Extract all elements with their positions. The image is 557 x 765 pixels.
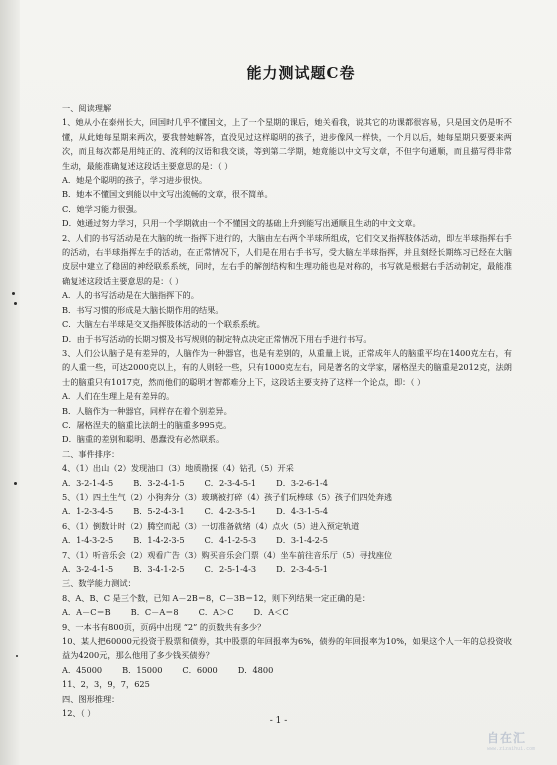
q6-option-a: A．1-4-3-2-5 bbox=[62, 535, 114, 546]
q3-option-a: A．人们在生理上是有差异的。 bbox=[62, 391, 175, 402]
q10-options bbox=[62, 663, 512, 677]
scan-speck bbox=[16, 655, 18, 657]
q3-option-c: C．屠格涅夫的脑重比法朗士的脑重多995克。 bbox=[62, 419, 232, 430]
question-4: 4、（1）出山（2）发现油口（3）地质勘探（4）钻孔（5）开采 bbox=[62, 463, 294, 474]
document-title: 能力测试题C卷 bbox=[246, 64, 356, 82]
q5-option-a: A．1-2-3-4-5 bbox=[62, 506, 114, 517]
q2-option-a: A．人的书写活动是在大脑指挥下的。 bbox=[62, 290, 199, 301]
q2-option-b: B．书写习惯的形成是大脑长期作用的结果。 bbox=[62, 304, 224, 315]
question-10: 10、某人把60000元投资于股票和债券，其中股票的年回报率为6%，债券的年回报率为10%，如果这个人一年的总投资收益为4200元，那么他用了多少钱买债券？ bbox=[62, 636, 512, 661]
q4-option-a: A．3-2-1-4-5 bbox=[62, 477, 114, 488]
question-2: 2、人们的书写活动是在大脑的统一指挥下进行的，大脑由左右两个半球所组成，它们交叉指挥肢体活动，即左半球指挥右手的活动，右半球指挥左手的活动，在正常情况下，人们是在用右手书写，受大脑左半球指挥，并且刻经长期练习已经在大脑皮层中建立了稳固的神经联系系统，同时，左右手的解剖结构和生理功能也是对称的，书写就是根据右手活动制定，最能准确复述这段话主要意思的是：（ ） bbox=[62, 232, 512, 286]
scan-speck bbox=[14, 482, 17, 485]
question-12: 12、（ ） bbox=[62, 708, 96, 719]
q7-option-a: A．3-2-4-1-5 bbox=[62, 564, 114, 574]
scan-speck bbox=[14, 302, 17, 305]
question-6: 6、（1）倒数计时（2）腾空而起（3）一切准备就绪（4）点火（5）进入预定轨道 bbox=[62, 520, 360, 531]
q2-option-c: C．大脑左右半球是交叉指挥肢体活动的一个联系系统。 bbox=[62, 319, 265, 330]
q4-option-b: B．3-2-4-1-5 bbox=[133, 477, 185, 488]
q5-options bbox=[62, 504, 512, 518]
q10-option-c: C．6000 bbox=[182, 664, 218, 675]
q6-option-d: D．3-1-4-2-5 bbox=[276, 535, 328, 546]
question-5: 5、（1）四土生气（2）小狗奔分（3）玻璃被打碎（4）孩子们玩棒球（5）孩子们四处奔逃 bbox=[62, 491, 393, 502]
q10-option-a: A．45000 bbox=[62, 664, 103, 675]
q4-option-c: C．2-3-4-5-1 bbox=[204, 477, 257, 488]
q8-option-b: B．C－A＝8 bbox=[130, 607, 179, 618]
q6-options bbox=[62, 533, 512, 547]
watermark-logo bbox=[487, 729, 547, 755]
question-3: 3、人们公认脑子是有差异的，人脑作为一种器官，也是有差别的，从重量上说，正常成年人的脑重平均在1400克左右，有的人重一些，可达2000克以上，有的人则轻一些，只有1000克左右，同是著名的文学家，屠格涅夫的脑重是2012克，法朗士的脑重只有1017克，然而他们的聪明才智都难分上下，这段话主要支持了这样一个论点，即：（ ） bbox=[62, 347, 512, 387]
q10-option-b: B．15000 bbox=[122, 664, 163, 675]
q10-option-d: D．4800 bbox=[237, 664, 274, 675]
section-reading-title: 一、阅读理解 bbox=[62, 103, 112, 113]
q8-option-c: C．A＞C bbox=[198, 607, 234, 618]
q3-option-b: B．人脑作为一种器官，同样存在着个别差异。 bbox=[62, 405, 232, 416]
question-1: 1、她从小在泰州长大，回国时几乎不懂国文，上了一个星期的课后，她关看我，说其它的功课都很容易，只是国文仍是听不懂，从此她每星期来两次，要我替她解答，直没见过这样聪明的孩子，进步像风一样快，一个月以后，她每星期只要要来两次，而且每次都是用纯正的、流利的汉语和我交谈，等到第二学期，她竟能以中文写文章，不但字句通顺，而且描写得非常生动，最能准确复述这段话主要意思的是：（ ） bbox=[62, 117, 512, 171]
q5-option-b: B．5-2-4-3-1 bbox=[133, 506, 185, 517]
watermark-text: 自在汇 bbox=[487, 731, 527, 745]
q5-option-d: D．4-3-1-5-4 bbox=[276, 506, 328, 517]
question-8: 8、A、B、C 是三个数，已知 A－2B＝8，C－3B＝12，则下列结果一定正确的是： bbox=[62, 592, 371, 603]
q7-option-b: B．3-4-1-2-5 bbox=[133, 564, 185, 574]
section-figure-title: 四、图形推理： bbox=[62, 693, 120, 704]
q6-option-c: C．4-1-2-5-3 bbox=[204, 535, 257, 546]
q1-option-b: B．她本不懂国文到能以中文写出流畅的文章，很不简单。 bbox=[62, 189, 273, 200]
q7-option-d: D．2-3-4-5-1 bbox=[276, 564, 328, 574]
q6-option-b: B．1-4-2-3-5 bbox=[133, 535, 185, 546]
q2-option-d: D．由于书写活动的长期习惯及书写规则的制定特点决定正常情况下用右手进行书写。 bbox=[62, 333, 372, 344]
q1-option-d: D．她通过努力学习，只用一个学期就由一个不懂国文的基础上升到能写出通顺且生动的中文文章。 bbox=[62, 218, 421, 229]
scan-speck bbox=[12, 292, 15, 295]
q8-option-d: D．A＜C bbox=[253, 607, 289, 618]
q5-option-c: C．4-2-3-5-1 bbox=[204, 506, 257, 517]
q7-options bbox=[62, 562, 512, 576]
q3-option-d: D．脑重的差别和聪明、愚蠢没有必然联系。 bbox=[62, 434, 225, 445]
q8-options bbox=[62, 605, 512, 619]
question-11: 11、2，3，9，7，625 bbox=[62, 679, 150, 690]
question-9: 9、一本书有800页，页码中出现 “2” 的页数共有多少？ bbox=[62, 621, 266, 632]
page-number: - 1 - bbox=[269, 716, 288, 726]
watermark-url: www.zizaihui.com bbox=[487, 746, 536, 752]
question-7: 7、（1）听音乐会（2）观看广告（3）购买音乐会门票（4）坐车前往音乐厅（5）寻找座位 bbox=[62, 549, 393, 560]
document-body bbox=[62, 62, 512, 720]
q1-option-c: C．她学习能力很强。 bbox=[62, 203, 142, 214]
q4-options bbox=[62, 476, 512, 490]
q8-option-a: A．A－C＝B bbox=[62, 607, 111, 618]
section-ordering-title: 二、事件排序： bbox=[62, 448, 120, 459]
q4-option-d: D．3-2-6-1-4 bbox=[276, 477, 328, 488]
q1-option-a: A．她是个聪明的孩子，学习进步很快。 bbox=[62, 175, 208, 186]
q7-option-c: C．2-5-1-4-3 bbox=[204, 564, 257, 574]
section-math-title: 三、数学能力测试： bbox=[62, 578, 136, 589]
scan-edge-shadow bbox=[0, 0, 20, 765]
